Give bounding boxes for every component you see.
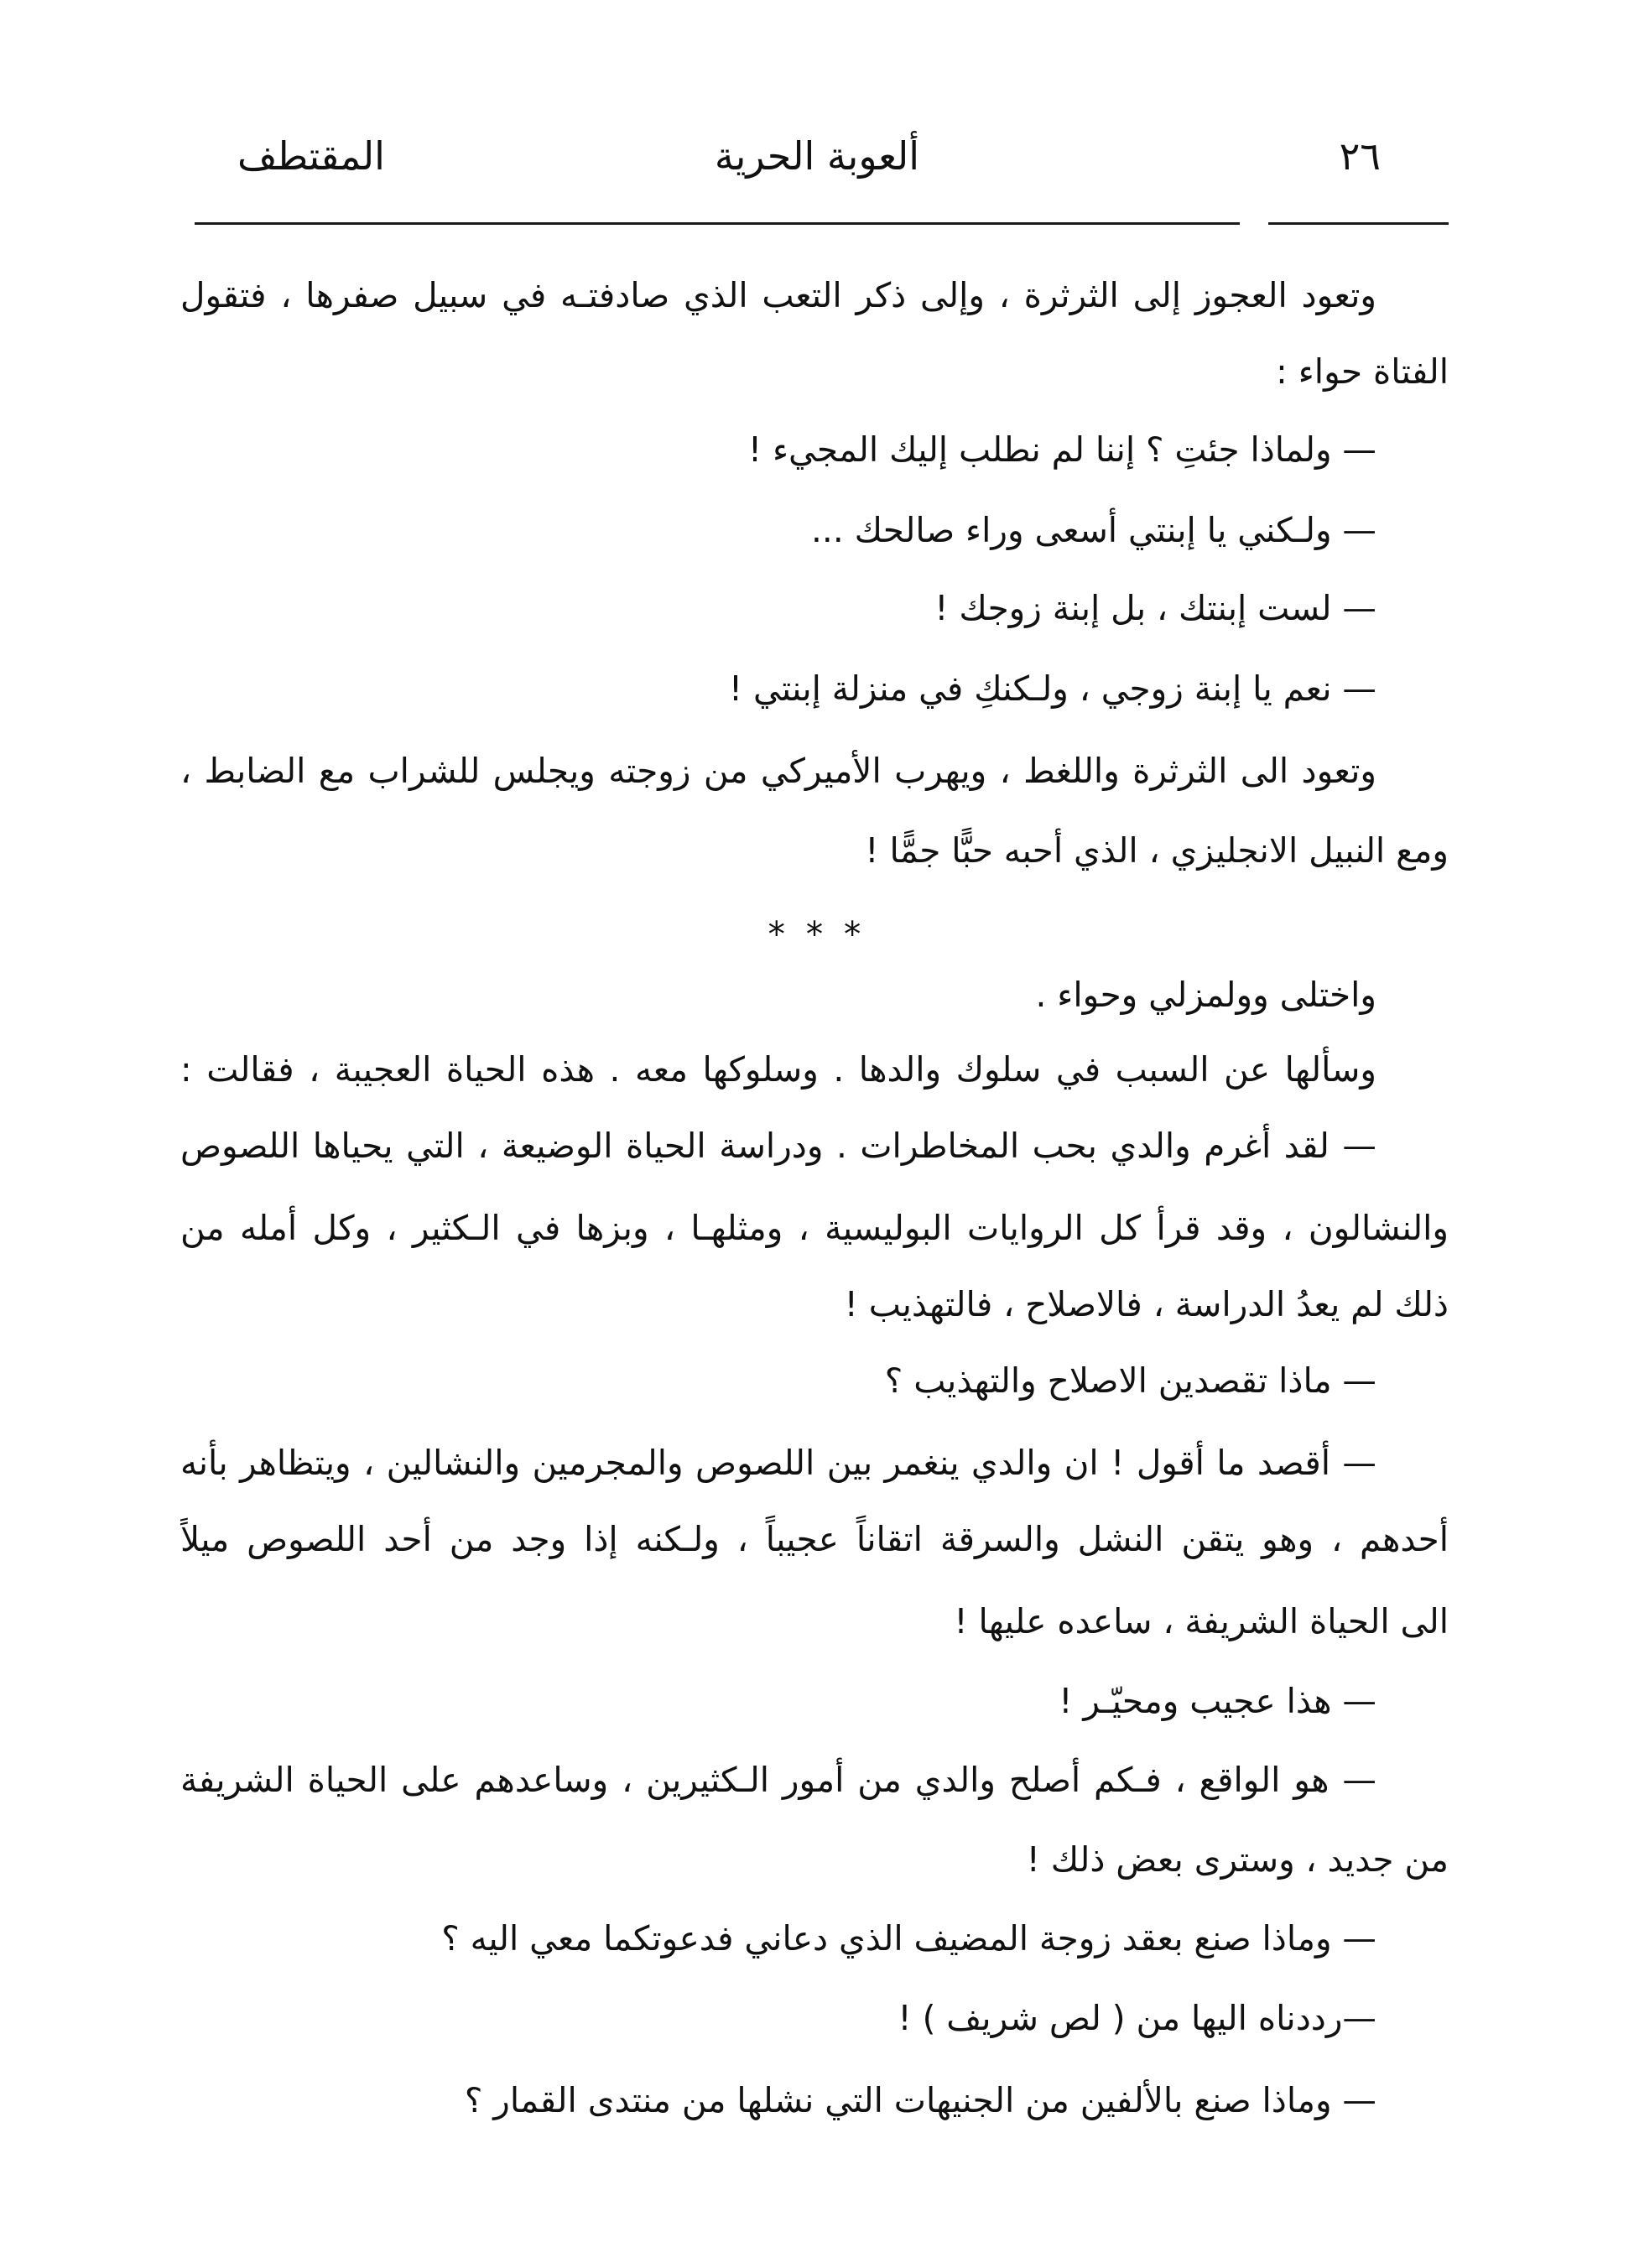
running-title: ألعوبة الحرية xyxy=(714,133,920,179)
text-line: ومع النبيل الانجليزي ، الذي أحبه حبًّا جمًّا ! xyxy=(865,830,1449,871)
text-line: الى الحياة الشريفة ، ساعده عليها ! xyxy=(954,1601,1449,1641)
text-line: وسألها عن السبب في سلوك والدها . وسلوكها معه . هذه الحياة العجيبة ، فقالت : xyxy=(180,1049,1376,1090)
dialogue-line: — لست إبنتك ، بل إبنة زوجك ! xyxy=(934,588,1376,628)
dialogue-line: — ماذا تقصدين الاصلاح والتهذيب ؟ xyxy=(884,1360,1376,1401)
dialogue-line: —رددناه اليها من ( لص شريف ) ! xyxy=(898,1998,1376,2038)
text-line: وتعود العجوز إلى الثرثرة ، وإلى ذكر التعب الذي صادفتـه في سبيل صفرها ، فتقول xyxy=(180,275,1376,315)
text-line: ذلك لم يعدُ الدراسة ، فالاصلاح ، فالتهذيب ! xyxy=(844,1284,1449,1324)
publication-name: المقتطف xyxy=(237,133,385,179)
header-rule xyxy=(195,222,1240,225)
section-separator: * * * xyxy=(768,914,866,955)
dialogue-line: — هذا عجيب ومحيّـر ! xyxy=(1059,1681,1376,1721)
text-line: والنشالون ، وقد قرأ كل الروايات البوليسية ، ومثلهـا ، وبزها في الـكثير ، وكل أمله من xyxy=(180,1208,1449,1248)
dialogue-line: — أقصد ما أقول ! ان والدي ينغمر بين اللصوص والمجرمين والنشالين ، ويتظاهر بأنه xyxy=(180,1443,1376,1483)
dialogue-line: — ولـكني يا إبنتي أسعى وراء صالحك ... xyxy=(811,510,1376,550)
text-line: وتعود الى الثرثرة واللغط ، ويهرب الأميركي من زوجته ويجلس للشراب مع الضابط ، xyxy=(180,751,1376,791)
text-line: واختلى وولمزلي وحواء . xyxy=(1035,975,1376,1015)
dialogue-line: — وماذا صنع بعقد زوجة المضيف الذي دعاني فدعوتكما معي اليه ؟ xyxy=(441,1918,1376,1958)
header-rule xyxy=(1268,222,1449,225)
dialogue-line: — نعم يا إبنة زوجي ، ولـكنكِ في منزلة إبنتي ! xyxy=(728,668,1376,709)
dialogue-line: — لقد أغرم والدي بحب المخاطرات . ودراسة الحياة الوضيعة ، التي يحياها اللصوص xyxy=(180,1126,1376,1166)
dialogue-line: — هو الواقع ، فـكم أصلح والدي من أمور الـكثيرين ، وساعدهم على الحياة الشريفة xyxy=(180,1760,1376,1800)
dialogue-line: — ولماذا جئتِ ؟ إننا لم نطلب إليك المجيء ! xyxy=(747,429,1376,470)
dialogue-line: — وماذا صنع بالألفين من الجنيهات التي نشلها من منتدى القمار ؟ xyxy=(464,2080,1376,2120)
text-line: أحدهم ، وهو يتقن النشل والسرقة اتقاناً عجيباً ، ولـكنه إذا وجد من أحد اللصوص ميلاً xyxy=(180,1519,1449,1559)
page-number: ٢٦ xyxy=(1339,133,1381,179)
text-line: من جديد ، وسترى بعض ذلك ! xyxy=(1026,1839,1449,1880)
text-line: الفتاة حواء : xyxy=(1276,351,1449,392)
